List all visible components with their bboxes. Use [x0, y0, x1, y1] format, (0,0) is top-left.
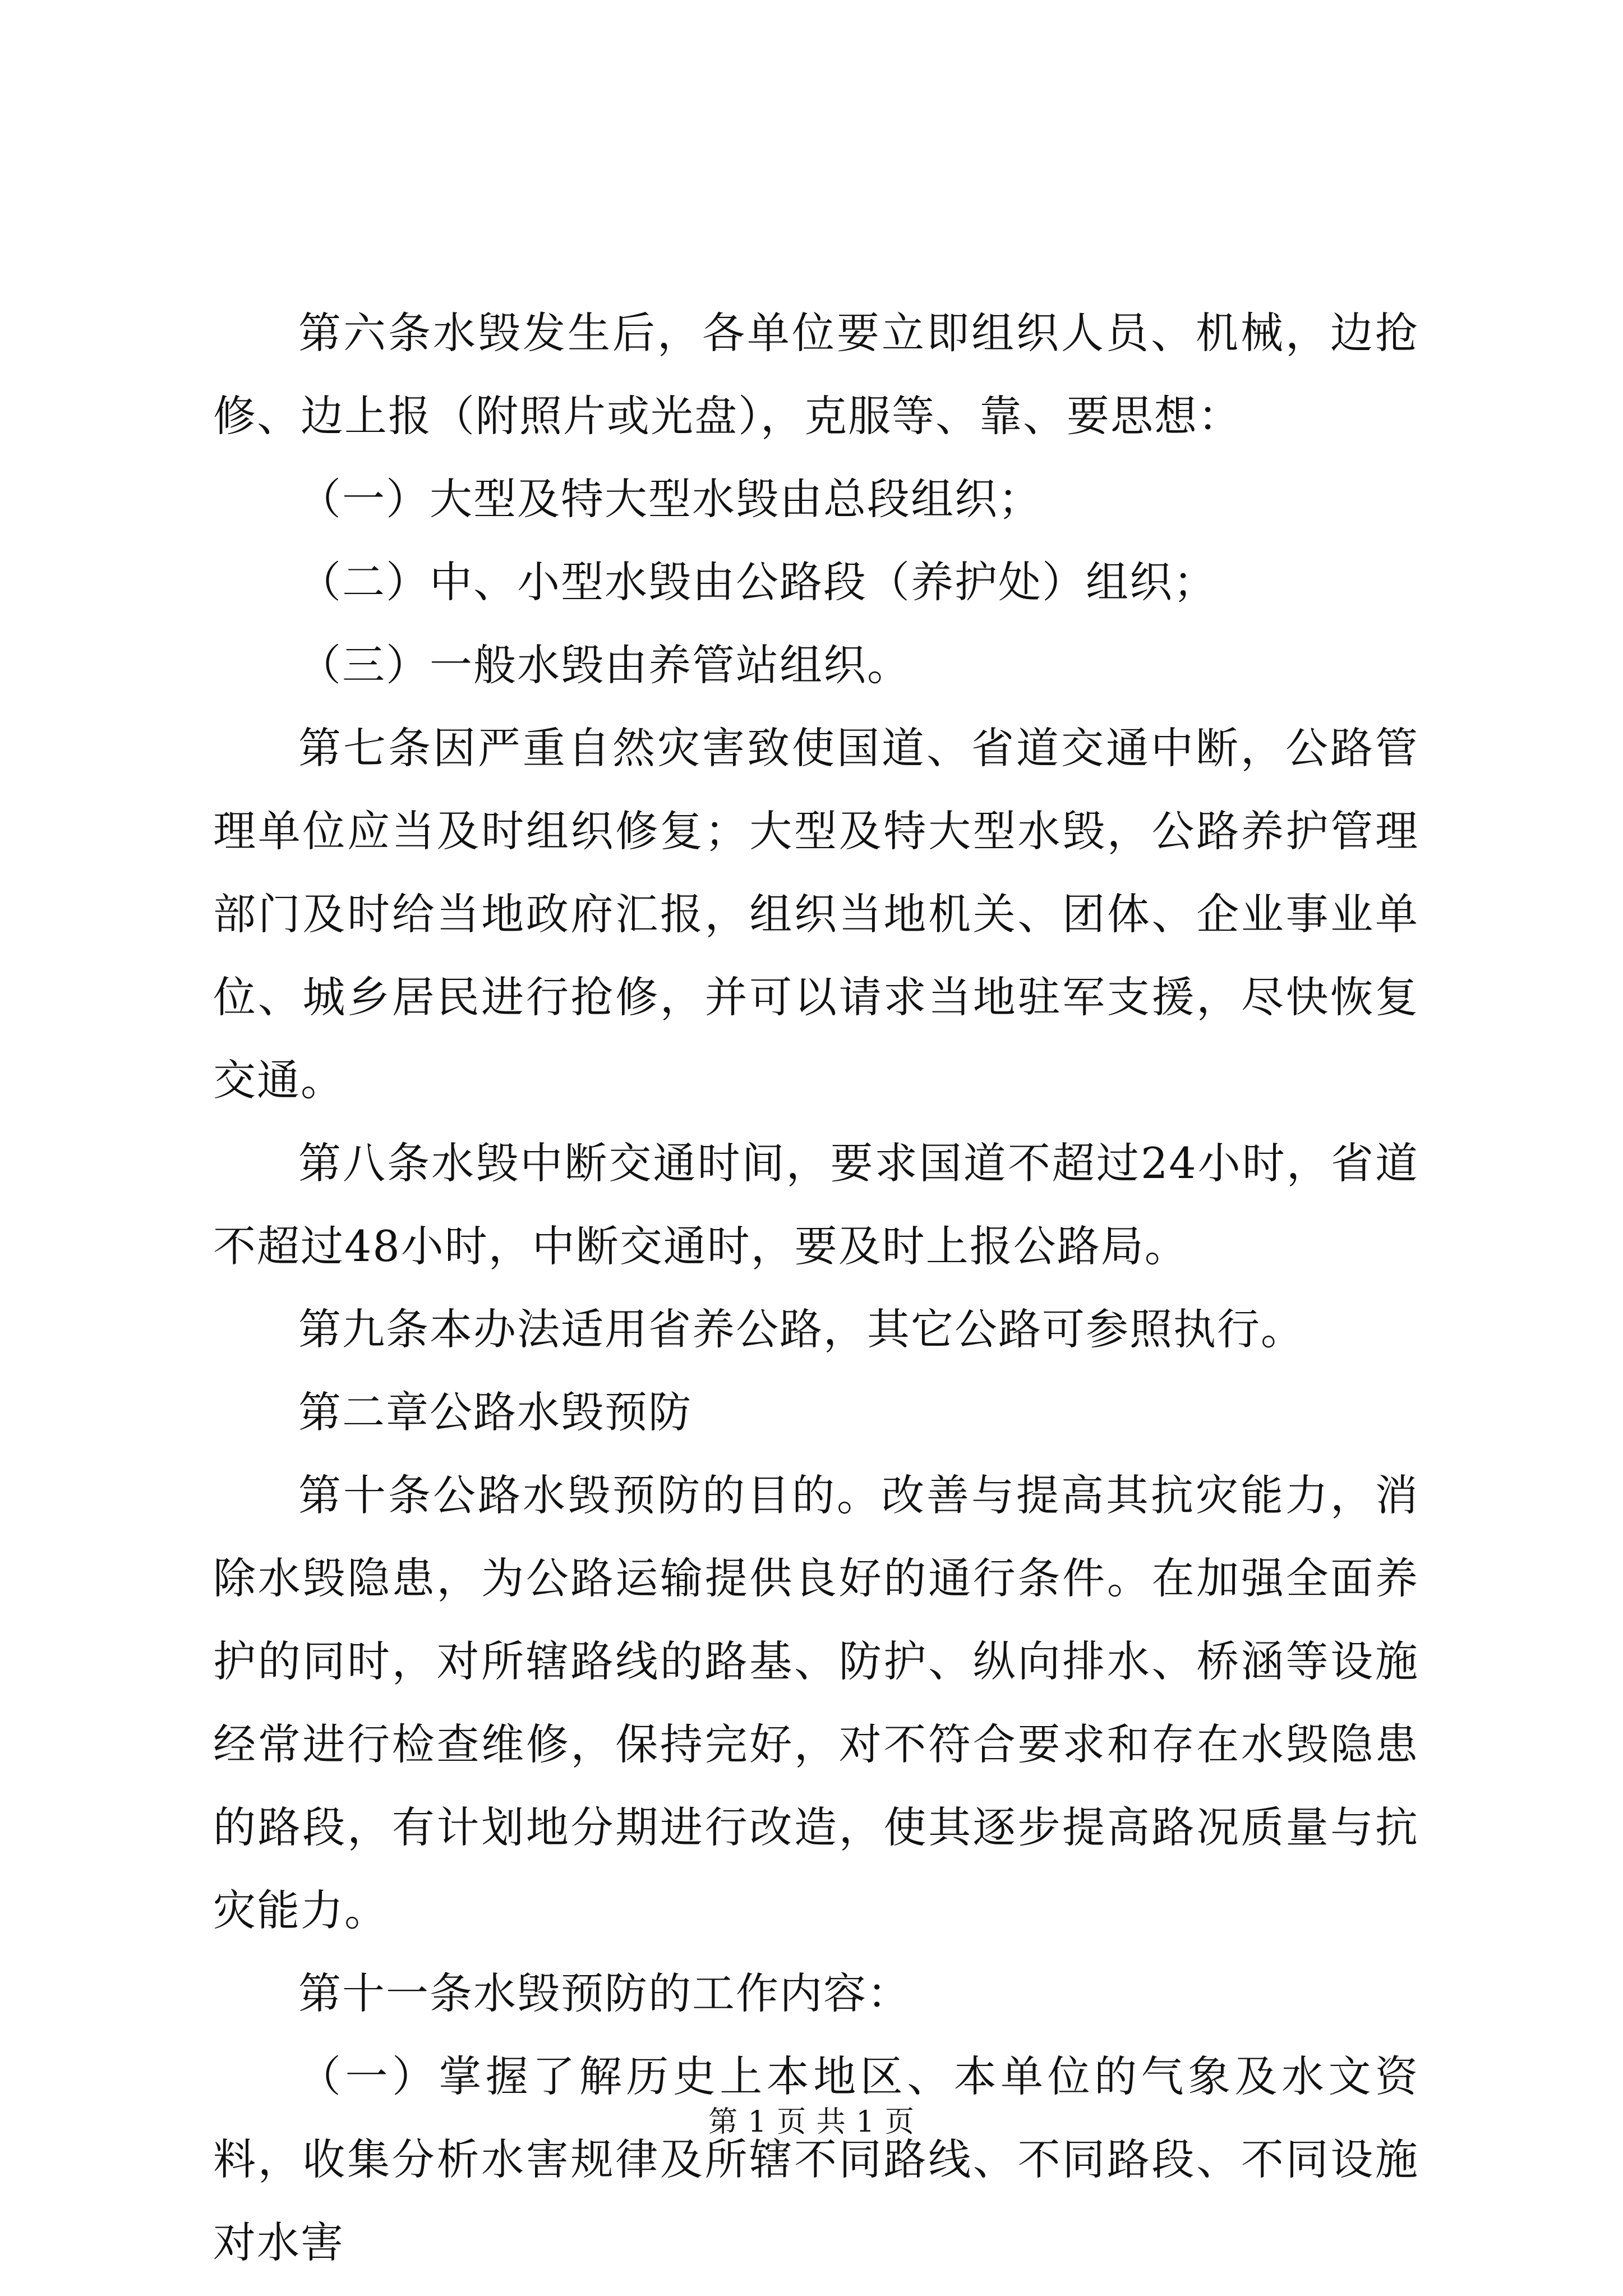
paragraph-article-6: 第六条水毁发生后，各单位要立即组织人员、机械，边抢修、边上报（附照片或光盘），克服等、靠、要思想：	[213, 308, 1419, 441]
paragraph-article-8: 第八条水毁中断交通时间，要求国道不超过24小时，省道不超过48小时，中断交通时，要及时上报公路局。	[213, 1138, 1419, 1271]
paragraph-article-11: 第十一条水毁预防的工作内容：	[298, 1968, 911, 2018]
paragraph-article-10: 第十条公路水毁预防的目的。改善与提高其抗灾能力，消除水毁隐患，为公路运输提供良好的通行条件。在加强全面养护的同时，对所辖路线的路基、防护、纵向排水、桥涵等设施经常进行检查维修，保持完好，对不符合要求和存在水毁隐患的路段，有计划地分期进行改造，使其逐步提高路况质量与抗灾能力。	[213, 1470, 1419, 1935]
document-body	[213, 292, 1419, 2284]
chapter-heading: 第二章公路水毁预防	[298, 1387, 692, 1437]
paragraph-article-9: 第九条本办法适用省养公路，其它公路可参照执行。	[298, 1304, 1304, 1354]
page-footer: 第 1 页 共 1 页	[708, 2105, 915, 2139]
paragraph-item-1: （一）大型及特大型水毁由总段组织；	[298, 474, 1042, 524]
paragraph-article-7: 第七条因严重自然灾害致使国道、省道交通中断，公路管理单位应当及时组织修复；大型及特大型水毁，公路养护管理部门及时给当地政府汇报，组织当地机关、团体、企业事业单位、城乡居民进行抢修，并可以请求当地驻军支援，尽快恢复交通。	[213, 723, 1419, 1105]
paragraph-item-3: （三）一般水毁由养管站组织。	[298, 640, 911, 690]
paragraph-article-11-item-1: （一）掌握了解历史上本地区、本单位的气象及水文资料，收集分析水害规律及所辖不同路线、不同路段、不同设施对水害	[213, 2051, 1419, 2267]
paragraph-item-2: （二）中、小型水毁由公路段（养护处）组织；	[298, 557, 1217, 607]
